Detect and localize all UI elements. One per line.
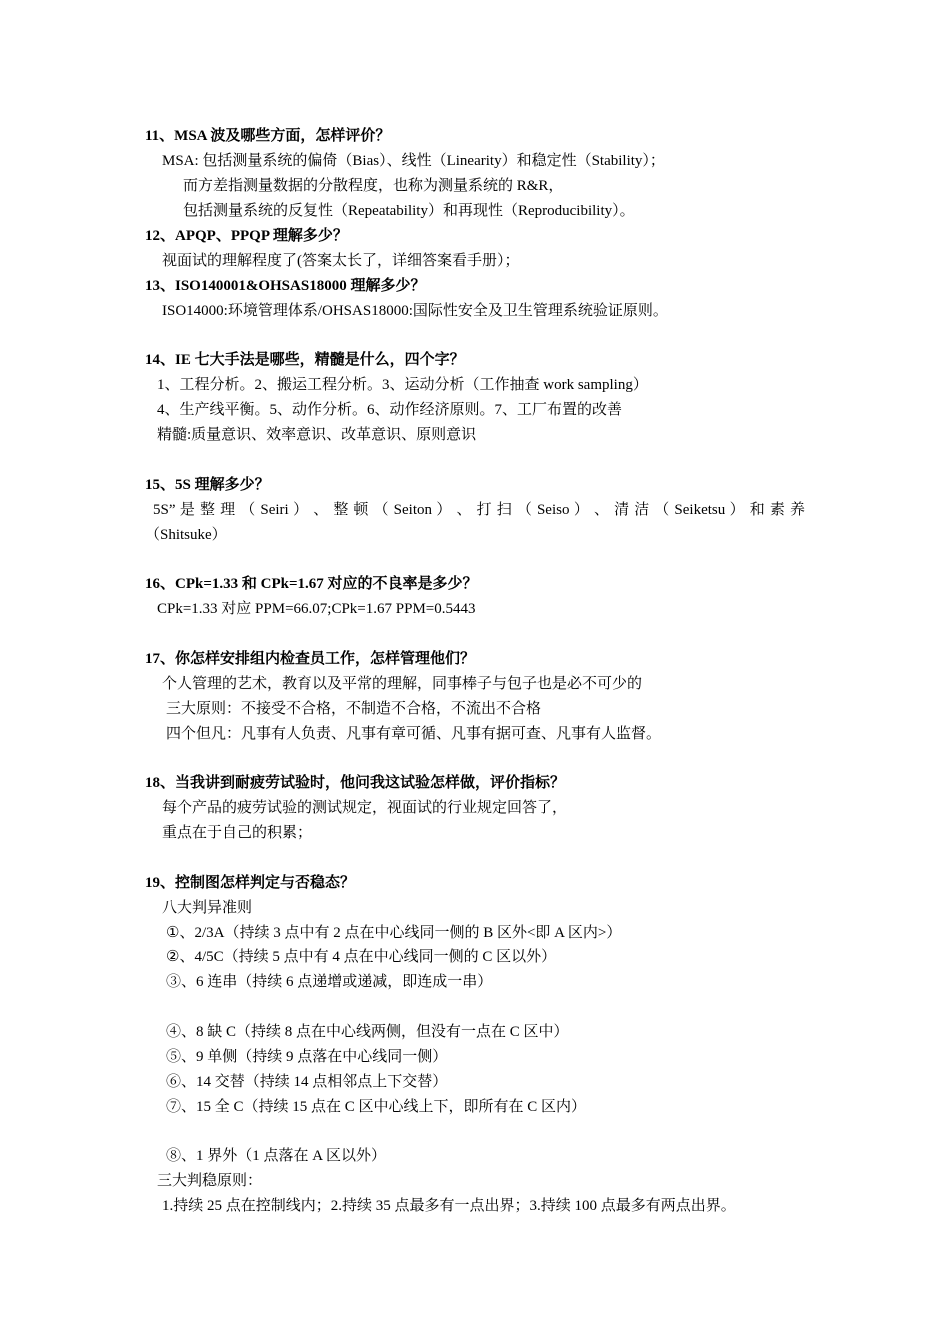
answer-19-rule-8: ⑧、1 界外（1 点落在 A 区以外） <box>166 1148 387 1164</box>
answer-14-line-2: 4、生产线平衡。5、动作分析。6、动作经济原则。7、工厂布置的改善 <box>157 402 623 418</box>
answer-19-rule-6: ⑥、14 交替（持续 14 点相邻点上下交替） <box>166 1074 448 1090</box>
question-18-title: 18、当我讲到耐疲劳试验时，他问我这试验怎样做，评价指标？ <box>145 775 566 791</box>
answer-19-rule-4: ④、8 缺 C（持续 8 点在中心线两侧，但没有一点在 C 区中） <box>166 1024 569 1040</box>
answer-19-stable-heading: 三大判稳原则： <box>157 1173 263 1189</box>
answer-19-rule-1: ①、2/3A（持续 3 点中有 2 点在中心线同一侧的 B 区外<即 A 区内>） <box>166 925 622 941</box>
answer-17-line-2: 三大原则：不接受不合格，不制造不合格，不流出不合格 <box>166 701 542 717</box>
answer-14-line-1: 1、工程分析。2、搬运工程分析。3、运动分析（工作抽查 work sampling） <box>157 377 648 393</box>
question-15-title: 15、5S 理解多少？ <box>145 477 270 493</box>
answer-18-line-1: 每个产品的疲劳试验的测试规定，视面试的行业规定回答了， <box>162 800 568 816</box>
question-17-title: 17、你怎样安排组内检查员工作，怎样管理他们？ <box>145 651 476 667</box>
answer-15-line-2: （Shitsuke） <box>145 527 227 543</box>
answer-19-rule-3: ③、6 连串（持续 6 点递增或递减，即连成一串） <box>166 974 493 990</box>
answer-11-line-2: 而方差指测量数据的分散程度，也称为测量系统的 R&R， <box>183 178 564 194</box>
answer-17-line-1: 个人管理的艺术，教育以及平常的理解，同事棒子与包子也是必不可少的 <box>162 676 643 692</box>
question-14-title: 14、IE 七大手法是哪些，精髓是什么，四个字？ <box>145 352 465 368</box>
answer-12-line-1: 视面试的理解程度了(答案太长了，详细答案看手册）； <box>162 253 520 269</box>
answer-14-line-3: 精髓:质量意识、效率意识、改革意识、原则意识 <box>157 427 477 443</box>
question-11-title: 11、MSA 波及哪些方面，怎样评价？ <box>145 128 391 144</box>
answer-19-stable-rules: 1.持续 25 点在控制线内；2.持续 35 点最多有一点出界；3.持续 100 点最多有两点出界。 <box>162 1198 736 1214</box>
answer-19-rule-7: ⑦、15 全 C（持续 15 点在 C 区中心线上下，即所有在 C 区内） <box>166 1099 587 1115</box>
answer-19-line-1: 八大判异准则 <box>162 900 253 916</box>
answer-13-line-1: ISO14000:环境管理体系/OHSAS18000:国际性安全及卫生管理系统验证原则。 <box>162 303 668 319</box>
answer-16-line-1: CPk=1.33 对应 PPM=66.07;CPk=1.67 PPM=0.5443 <box>157 601 476 617</box>
question-13-title: 13、ISO140001&OHSAS18000 理解多少？ <box>145 278 426 294</box>
answer-19-rule-2: ②、4/5C（持续 5 点中有 4 点在中心线同一侧的 C 区以外） <box>166 949 557 965</box>
answer-17-line-3: 四个但凡：凡事有人负责、凡事有章可循、凡事有据可查、凡事有人监督。 <box>166 726 662 742</box>
answer-18-line-2: 重点在于自己的积累； <box>162 825 313 841</box>
question-16-title: 16、CPk=1.33 和 CPk=1.67 对应的不良率是多少？ <box>145 576 478 592</box>
question-19-title: 19、控制图怎样判定与否稳态？ <box>145 875 356 891</box>
answer-15-line-1: 5S” 是 整 理 （ Seiri ） 、 整 顿 （ Seiton ） 、 打 扫 （ Seiso ） 、 清 洁 （ Seiketsu ） 和 素 养 <box>153 502 805 518</box>
question-12-title: 12、APQP、PPQP 理解多少？ <box>145 228 348 244</box>
answer-11-line-3: 包括测量系统的反复性（Repeatability）和再现性（Reproducibility）。 <box>183 203 635 219</box>
answer-11-line-1: MSA: 包括测量系统的偏倚（Bias）、线性（Linearity）和稳定性（Stability）； <box>162 153 665 169</box>
answer-19-rule-5: ⑤、9 单侧（持续 9 点落在中心线同一侧） <box>166 1049 448 1065</box>
